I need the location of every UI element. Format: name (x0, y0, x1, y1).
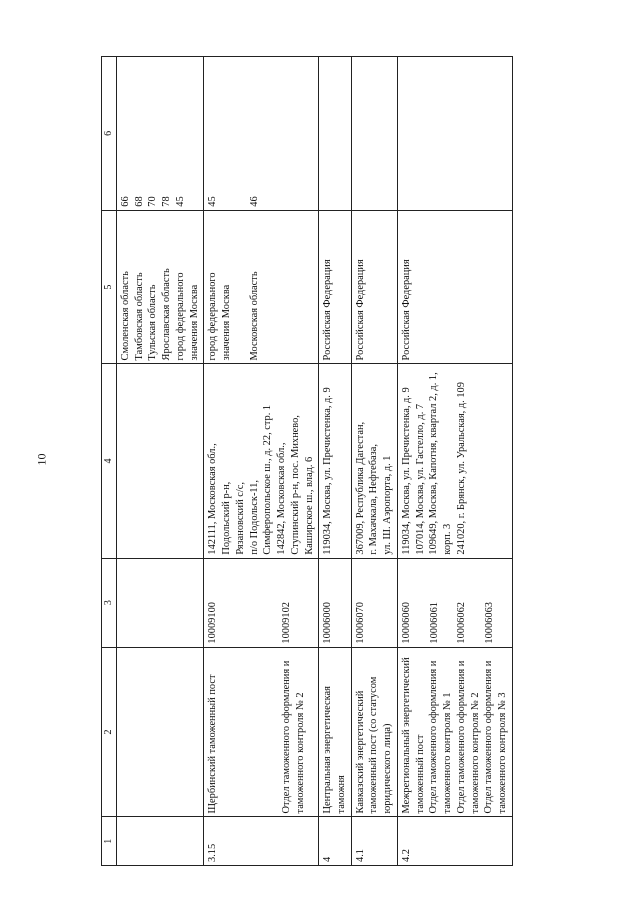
address-line: 367009, Республика Дагестан, (354, 421, 366, 555)
post-name: Центральная энергетическая таможня (319, 647, 351, 817)
post-name-text: Отдел таможенного оформления и таможенного контроля № 1 (428, 660, 454, 814)
region-text: Ярославская область (161, 268, 173, 361)
post-code-text: 10006063 (484, 602, 496, 644)
okato-code: 70 (147, 196, 159, 207)
region-cell: Российская Федерация (351, 210, 397, 364)
table-header-row (102, 57, 117, 866)
okato-code: 78 (161, 196, 173, 207)
region-text: Тульская область (147, 284, 159, 361)
region-cell: Российская Федерация (397, 210, 512, 364)
column-header: 6 (102, 57, 117, 211)
post-name-text: Отдел таможенного оформления и таможенного контроля № 2 (281, 660, 306, 814)
row-number (117, 817, 204, 866)
post-code-text: 10009102 (281, 602, 293, 644)
post-code (397, 558, 512, 647)
post-code: 10006000 (319, 558, 351, 647)
post-name (204, 647, 319, 817)
region-text: Тамбовская область (133, 272, 145, 361)
row-number: 3.15 (204, 817, 319, 866)
column-header: 5 (102, 210, 117, 364)
post-name (117, 647, 204, 817)
okato-cell (117, 57, 204, 211)
post-code-text: 10006061 (428, 602, 440, 644)
post-address (204, 364, 319, 558)
row-number: 4.1 (351, 817, 397, 866)
address-line: 109649, Москва, Капотня, квартал 2, д. 1, корп. 3 (428, 372, 454, 555)
post-code: 10006070 (351, 558, 397, 647)
document-table-wrapper (101, 56, 591, 866)
address-line: ул. Ш. Аэропорта, д. 1 (382, 455, 394, 555)
post-name: Кавказский энергетический таможенный пост (со статусом юридического лица) (351, 647, 397, 817)
okato-code: 45 (207, 196, 219, 207)
post-name (397, 647, 512, 817)
region-text: город федерального (174, 272, 186, 361)
post-address (117, 364, 204, 558)
post-address (397, 364, 512, 558)
table-row (319, 57, 351, 866)
post-code-text: 10006060 (400, 602, 412, 644)
region-text: город федерального (207, 272, 219, 361)
page-number: 10 (34, 453, 49, 466)
column-header: 4 (102, 364, 117, 558)
okato-cell (319, 57, 351, 211)
okato-code: 46 (249, 196, 261, 207)
column-header: 2 (102, 647, 117, 817)
post-address (351, 364, 397, 558)
okato-cell (204, 57, 319, 211)
post-name-text: Отдел таможенного оформления и таможенного контроля № 3 (483, 660, 509, 814)
column-header: 1 (102, 817, 117, 866)
post-code-text: 10006062 (456, 602, 468, 644)
address-line: 142111, Московская обл., (207, 443, 219, 555)
table-row (351, 57, 397, 866)
address-line: Каширское ш., влад. 6 (303, 456, 315, 555)
row-number: 4.2 (397, 817, 512, 866)
post-code-text: 10009100 (207, 602, 219, 644)
okato-cell (351, 57, 397, 211)
column-header: 3 (102, 558, 117, 647)
post-name-text: Отдел таможенного оформления и таможенного контроля № 2 (455, 660, 481, 814)
table-row (117, 57, 204, 866)
post-name-text: Щербинский таможенный пост (207, 674, 219, 814)
address-line: г. Махачкала, Нефтебаза, (368, 444, 380, 555)
post-code (117, 558, 204, 647)
okato-cell (397, 57, 512, 211)
customs-table (101, 56, 513, 866)
address-line: Рязановский с/с, (234, 482, 246, 555)
okato-code: 45 (174, 196, 186, 207)
region-text: Московская область (248, 271, 260, 361)
address-line: Подольский р-н, (221, 481, 233, 555)
post-code (204, 558, 319, 647)
region-text: Смоленская область (120, 271, 131, 361)
address-line: 142842, Московская обл., (276, 442, 288, 555)
post-name-text: Межрегиональный энергетический таможенный пост (400, 657, 426, 814)
region-cell: Российская Федерация (319, 210, 351, 364)
address-line: 119034, Москва, ул. Пречистенка, д. 9 (400, 387, 412, 555)
address-line: 107014, Москва, ул. Гастелло, д. 7 (414, 403, 426, 555)
address-line: 241020, г. Брянск, ул. Уральская, д. 109 (455, 382, 467, 555)
address-line: Симферопольское ш., д. 22, стр. 1 (262, 404, 274, 555)
okato-code: 66 (120, 196, 131, 207)
table-row (397, 57, 512, 866)
table-row (204, 57, 319, 866)
address-line: Ступинский р-н, пос. Михнево, (289, 415, 301, 555)
address-line: п/о Подольск-11, (248, 479, 260, 555)
region-text: значения Москва (188, 284, 200, 361)
region-text: значения Москва (221, 284, 233, 361)
region-cell (117, 210, 204, 364)
post-address: 119034, Москва, ул. Пречистенка, д. 9 (319, 364, 351, 558)
region-cell (204, 210, 319, 364)
okato-code: 68 (133, 196, 145, 207)
row-number: 4 (319, 817, 351, 866)
